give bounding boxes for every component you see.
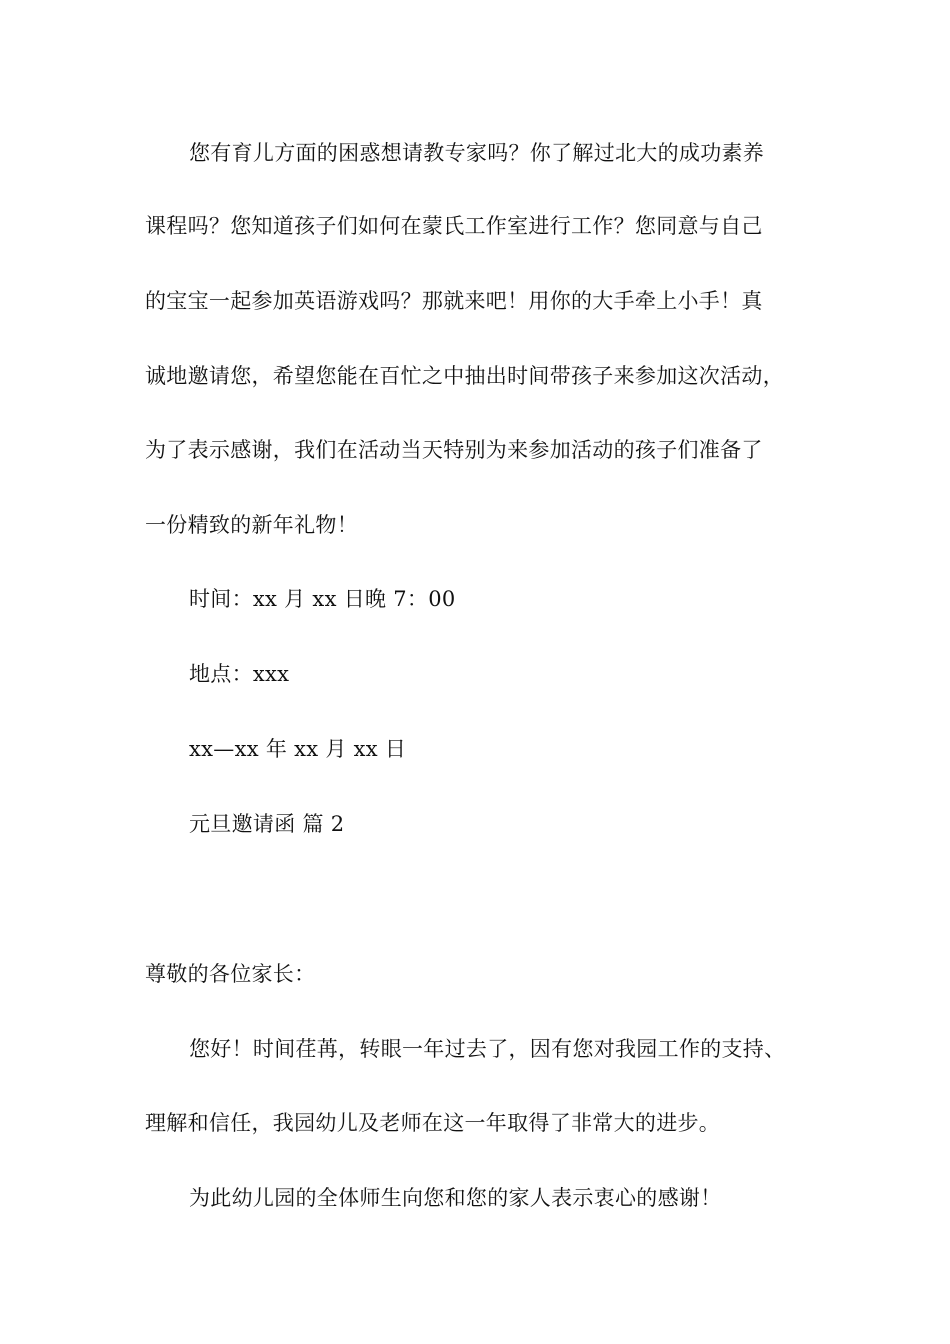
thanks-line: 为此幼儿园的全体师生向您和您的家人表示衷心的感谢！ [189,1186,722,1210]
paragraph-line: 您有育儿方面的困惑想请教专家吗？你了解过北大的成功素养 [189,141,765,165]
event-time: 时间：xx 月 xx 日晚 7：00 [189,587,456,611]
paragraph-line: 一份精致的新年礼物！ [145,513,358,537]
paragraph-line: 为了表示感谢，我们在活动当天特别为来参加活动的孩子们准备了 [145,438,763,462]
salutation: 尊敬的各位家长： [145,962,316,986]
paragraph-line: 诚地邀请您，希望您能在百忙之中抽出时间带孩子来参加这次活动， [145,364,784,388]
section-heading: 元旦邀请函 篇 2 [189,812,345,836]
event-place: 地点：xxx [189,662,290,686]
paragraph-line: 的宝宝一起参加英语游戏吗？那就来吧！用你的大手牵上小手！真 [145,289,763,313]
paragraph-line: 课程吗？您知道孩子们如何在蒙氏工作室进行工作？您同意与自己 [145,214,763,238]
paragraph-line: 理解和信任，我园幼儿及老师在这一年取得了非常大的进步。 [145,1111,721,1135]
paragraph-line: 您好！时间荏苒，转眼一年过去了，因有您对我园工作的支持、 [189,1037,786,1061]
letter-date: xx—xx 年 xx 月 xx 日 [189,737,407,761]
